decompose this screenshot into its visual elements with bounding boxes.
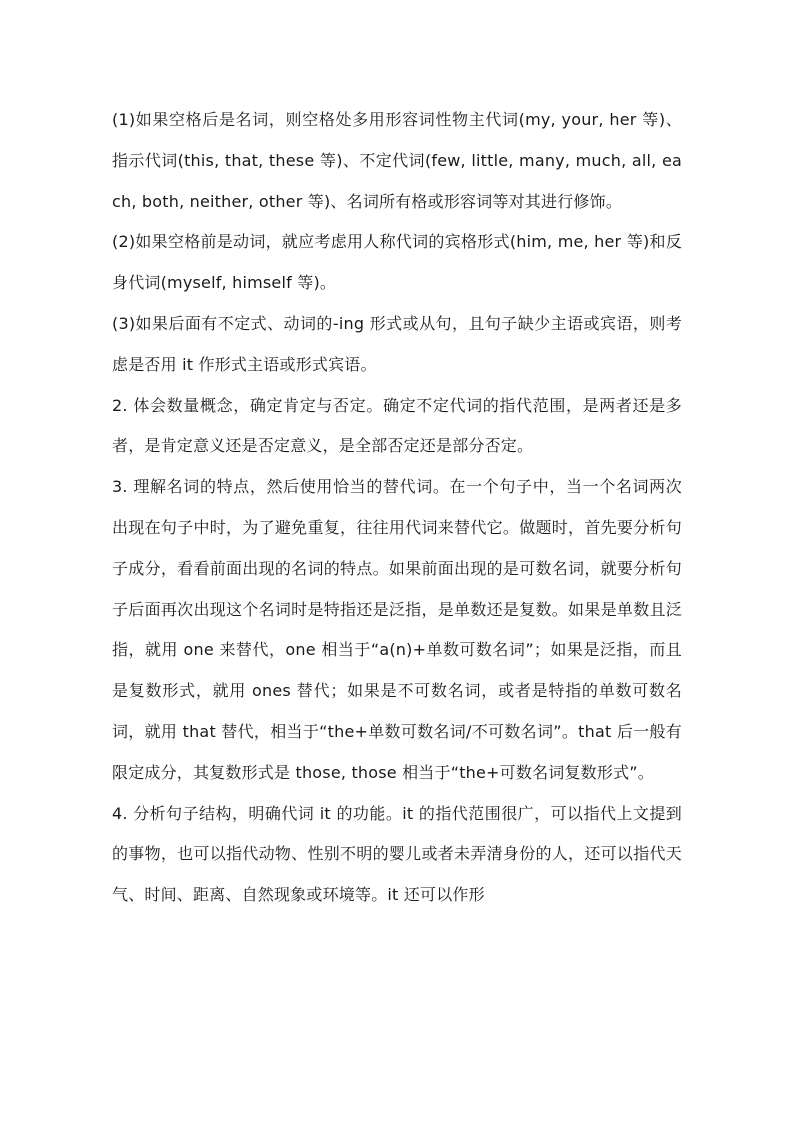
paragraph-rule-2: (2)如果空格前是动词，就应考虑用人称代词的宾格形式(him, me, her 等)和反身代词(myself, himself 等)。 <box>112 232 682 293</box>
paragraph-point-4: 4. 分析句子结构，明确代词 it 的功能。it 的指代范围很广，可以指代上文提到的事物，也可以指代动物、性别不明的婴儿或者未弄清身份的人，还可以指代天气、时间、距离、自然现象或环境等。it 还可以作形 <box>112 803 682 905</box>
paragraph-rule-1: (1)如果空格后是名词，则空格处多用形容词性物主代词(my, your, her 等)、指示代词(this, that, these 等)、不定代词(few, little, many, much, all, each, both, neither, other 等)、名词所有格或形容词等对其进行修饰。 <box>112 110 682 211</box>
paragraph-point-3: 3. 理解名词的特点，然后使用恰当的替代词。在一个句子中，当一个名词两次出现在句子中时，为了避免重复，往往用代词来替代它。做题时，首先要分析句子成分，看看前面出现的名词的特点。如果前面出现的是可数名词，就要分析句子后面再次出现这个名词时是特指还是泛指，是单数还是复数。如果是单数且泛指，就用 one 来替代，one 相当于“a(n)+单数可数名词”；如果是泛指，而且是复数形式，就用 ones 替代；如果是不可数名词，或者是特指的单数可数名词，就用 that 替代，相当于“the+单数可数名词/不可数名词”。that 后一般有限定成分，其复数形式是 those, those 相当于“the+可数名词复数形式”。 <box>112 477 682 782</box>
document-page <box>112 100 682 916</box>
paragraph-point-2: 2. 体会数量概念，确定肯定与否定。确定不定代词的指代范围，是两者还是多者，是肯定意义还是否定意义，是全部否定还是部分否定。 <box>112 395 682 456</box>
paragraph-rule-3: (3)如果后面有不定式、动词的-ing 形式或从句，且句子缺少主语或宾语，则考虑是否用 it 作形式主语或形式宾语。 <box>112 313 682 374</box>
